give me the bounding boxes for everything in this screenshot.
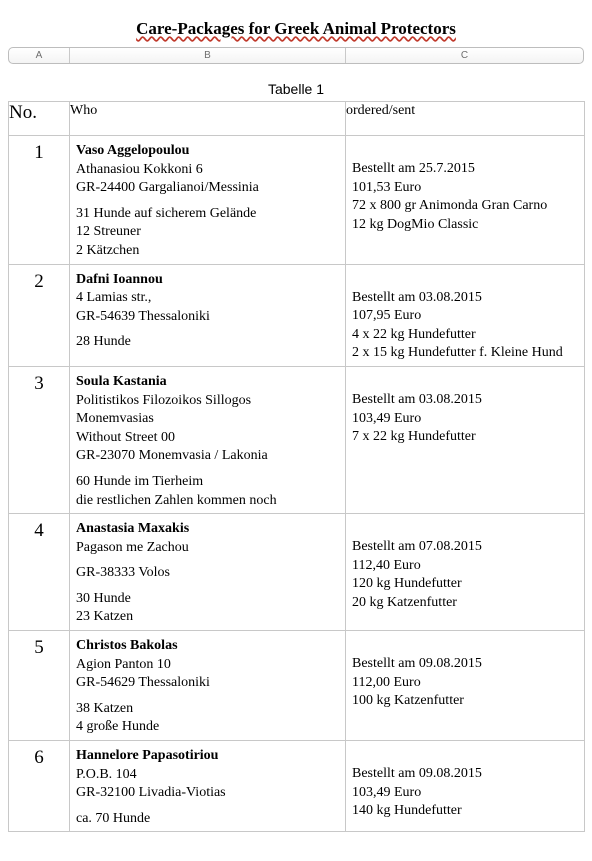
animal-notes <box>76 473 341 510</box>
animal-notes <box>76 333 341 352</box>
table-row <box>9 741 585 832</box>
order-line: 120 kg Hundefutter <box>352 576 462 592</box>
who-cell[interactable] <box>70 264 346 366</box>
recipient-name: Soula Kastania <box>76 373 167 389</box>
table-row <box>9 514 585 631</box>
animal-notes <box>76 590 341 627</box>
address-line: Politistikos Filozoikos Sillogos <box>76 392 252 408</box>
address-line: GR-23070 Monemvasia / Lakonia <box>76 448 268 464</box>
order-line: 7 x 22 kg Hundefutter <box>352 429 476 445</box>
address-block <box>76 539 341 558</box>
column-header-b[interactable]: B <box>70 48 346 63</box>
animal-notes <box>76 205 341 261</box>
address-block <box>76 161 341 198</box>
address-line: 4 Lamias str., <box>76 290 152 306</box>
order-line: 12 kg DogMio Classic <box>352 216 479 232</box>
who-cell[interactable] <box>70 514 346 631</box>
address-line: GR-54629 Thessaloniki <box>76 675 210 691</box>
recipient-name: Vaso Aggelopoulou <box>76 143 190 158</box>
order-line: 20 kg Katzenfutter <box>352 594 457 610</box>
order-line: Bestellt am 09.08.2015 <box>352 766 482 782</box>
row-number-cell[interactable]: 4 <box>9 514 70 631</box>
order-line: Bestellt am 07.08.2015 <box>352 539 482 555</box>
address-line: Pagason me Zachou <box>76 539 189 555</box>
address-line: GR-32100 Livadia-Viotias <box>76 785 226 801</box>
who-cell[interactable] <box>70 631 346 741</box>
note-line: 38 Katzen <box>76 700 134 716</box>
order-line: Bestellt am 25.7.2015 <box>352 161 475 176</box>
order-line: 103,49 Euro <box>352 784 422 800</box>
order-line: 140 kg Hundefutter <box>352 803 462 819</box>
address-block <box>76 564 341 583</box>
animal-notes <box>76 700 341 737</box>
order-line: 107,95 Euro <box>352 308 422 324</box>
address-line: Athanasiou Kokkoni 6 <box>76 161 203 177</box>
recipient-name: Anastasia Maxakis <box>76 521 190 537</box>
header-cell-ordered[interactable]: ordered/sent <box>346 102 585 136</box>
order-line: 112,40 Euro <box>352 557 421 573</box>
note-line: 23 Katzen <box>76 609 134 625</box>
order-cell[interactable] <box>346 631 585 741</box>
document-title: Care-Packages for Greek Animal Protectors <box>136 19 456 38</box>
order-line: 72 x 800 gr Animonda Gran Carno <box>352 198 548 214</box>
order-cell[interactable] <box>346 366 585 513</box>
who-cell[interactable] <box>70 741 346 832</box>
order-line: 103,49 Euro <box>352 410 422 426</box>
note-line: 28 Hunde <box>76 334 131 350</box>
header-cell-no[interactable]: No. <box>9 102 70 136</box>
address-block <box>76 289 341 326</box>
order-line: 101,53 Euro <box>352 179 422 195</box>
row-number-cell[interactable]: 1 <box>9 136 70 265</box>
animal-notes <box>76 810 341 829</box>
table-row <box>9 136 585 265</box>
order-line: Bestellt am 03.08.2015 <box>352 391 482 407</box>
recipient-name: Christos Bakolas <box>76 638 178 654</box>
address-block <box>76 656 341 693</box>
note-line: 31 Hunde auf sicherem Gelände <box>76 205 257 221</box>
order-line: Bestellt am 03.08.2015 <box>352 289 482 305</box>
order-cell[interactable] <box>346 264 585 366</box>
header-cell-who[interactable]: Who <box>70 102 346 136</box>
order-line: 112,00 Euro <box>352 674 421 690</box>
row-number-cell[interactable]: 6 <box>9 741 70 832</box>
header-row <box>9 102 585 136</box>
order-cell[interactable] <box>346 514 585 631</box>
column-header-bar <box>8 47 584 64</box>
note-line: 30 Hunde <box>76 590 131 606</box>
address-line: GR-24400 Gargalianoi/Messinia <box>76 180 259 196</box>
row-number-cell[interactable]: 2 <box>9 264 70 366</box>
address-line: Agion Panton 10 <box>76 656 171 672</box>
table-row <box>9 366 585 513</box>
row-number-cell[interactable]: 5 <box>9 631 70 741</box>
address-line: P.O.B. 104 <box>76 766 137 782</box>
address-block <box>76 766 341 803</box>
column-header-a[interactable]: A <box>9 48 70 63</box>
order-line: 4 x 22 kg Hundefutter <box>352 326 476 342</box>
note-line: 4 große Hunde <box>76 719 160 735</box>
note-line: 60 Hunde im Tierheim <box>76 473 204 489</box>
column-header-c[interactable]: C <box>460 50 469 61</box>
order-line: Bestellt am 09.08.2015 <box>352 656 482 672</box>
note-line: 2 Kätzchen <box>76 242 140 258</box>
note-line: ca. 70 Hunde <box>76 810 151 826</box>
recipient-name: Dafni Ioannou <box>76 271 163 287</box>
address-line: Without Street 00 <box>76 429 175 445</box>
order-line: 100 kg Katzenfutter <box>352 693 464 709</box>
note-line: die restlichen Zahlen kommen noch <box>76 492 277 508</box>
who-cell[interactable] <box>70 366 346 513</box>
address-line: Monemvasias <box>76 411 154 427</box>
order-line: 2 x 15 kg Hundefutter f. Kleine Hund <box>352 345 563 361</box>
note-line: 12 Streuner <box>76 224 141 240</box>
order-cell[interactable] <box>346 741 585 832</box>
table-row <box>9 264 585 366</box>
spreadsheet-table <box>8 101 585 832</box>
row-number-cell[interactable]: 3 <box>9 366 70 513</box>
table-row <box>9 631 585 741</box>
address-block <box>76 392 341 466</box>
recipient-name: Hannelore Papasotiriou <box>76 748 219 764</box>
who-cell[interactable] <box>70 136 346 265</box>
address-line: GR-38333 Volos <box>76 565 171 581</box>
table-name[interactable]: Tabelle 1 <box>267 81 325 97</box>
address-line: GR-54639 Thessaloniki <box>76 308 210 324</box>
order-cell[interactable] <box>346 136 585 265</box>
